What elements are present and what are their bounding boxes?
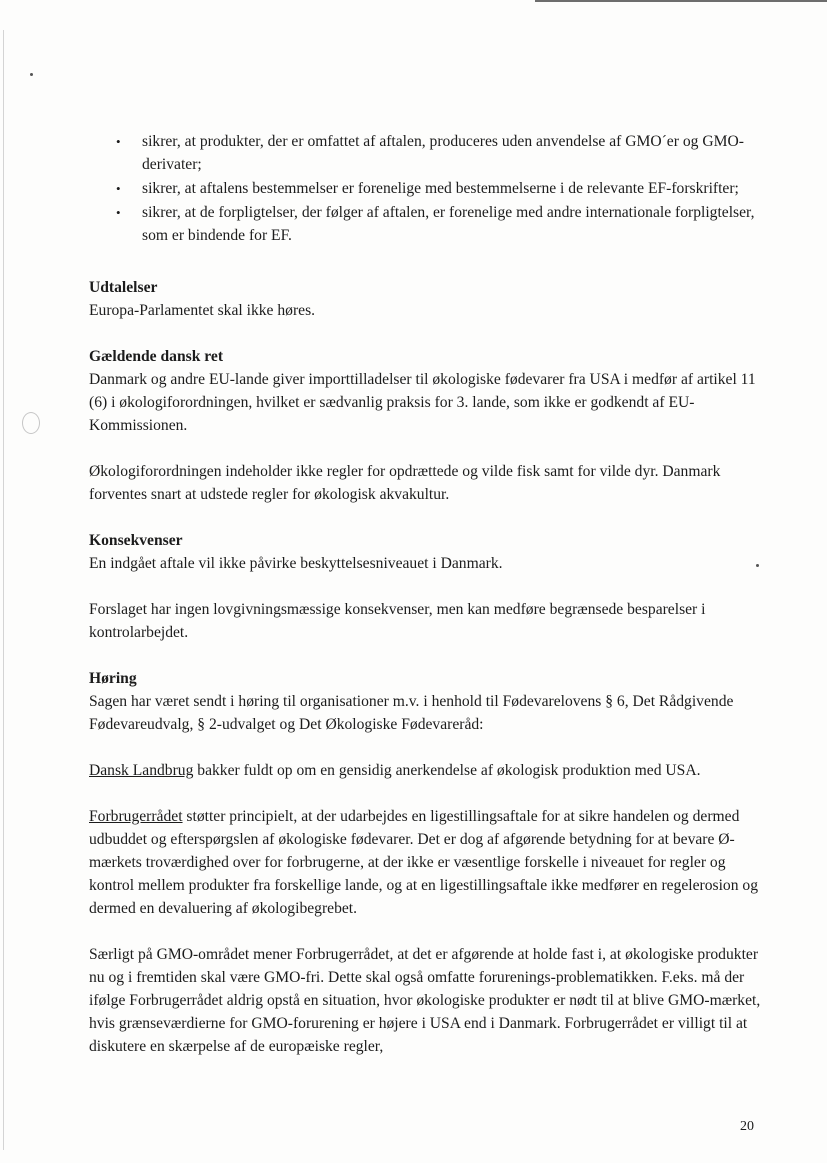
page-number: 20 [740,1119,754,1134]
konsekvenser-paragraph: En indgået aftale vil ikke påvirke beskyttelsesniveauet i Danmark. [89,555,503,572]
bullet-item: • sikrer, at de forpligtelser, der følger af aftalen, er forenelige med andre internationale forpligtelser, som er bindende for EF. [89,201,761,247]
organisation-name: Forbrugerrådet [89,808,183,825]
dansk-ret-paragraph: Økologiforordningen indeholder ikke regler for opdrættede og vilde fisk samt for vilde dyr. Danmark forventes snart at udstede regler for økologisk akvakultur. [89,463,721,503]
bullet-item: • sikrer, at produkter, der er omfattet af aftalen, produceres uden anvendelse af GMO´er og GMO-derivater; [89,130,761,176]
document-body [89,130,761,1058]
scan-edge-line [3,30,4,1150]
udtalelser-heading: Udtalelser [89,279,158,296]
dansk-ret-heading: Gældende dansk ret [89,348,224,365]
udtalelser-text: Europa-Parlamentet skal ikke høres. [89,302,316,319]
horing-heading: Høring [89,670,137,687]
scan-speck [30,73,33,76]
gmo-paragraph: Særligt på GMO-området mener Forbrugerrådet, at det er afgørende at holde fast i, at økologiske produkter nu og i fremtiden skal være GMO-fri. Dette skal også omfatte forurenings-problematikken. F.eks. må der ifølge Forbrugerrådet aldrig opstå en situation, hvor økologiske produkter er nødt til at blive GMO-mærket, hvis grænseværdierne for GMO-forurening er højere i USA end i Danmark. Forbrugerrådet er villigt til at diskutere en skærpelse af de europæiske regler, [89,946,761,1055]
bullet-list [89,130,761,247]
konsekvenser-paragraph: Forslaget har ingen lovgivningsmæssige konsekvenser, men kan medføre begrænsede besparelser i kontrolarbejdet. [89,601,706,641]
bullet-item: • sikrer, at aftalens bestemmelser er forenelige med bestemmelserne i de relevante EF-forskrifter; [89,177,761,200]
bullet-icon: • [116,134,121,149]
punch-hole-mark [22,412,40,434]
konsekvenser-heading: Konsekvenser [89,532,183,549]
bullet-icon: • [116,181,121,196]
horing-intro: Sagen har været sendt i høring til organisationer m.v. i henhold til Fødevarelovens § 6, Det Rådgivende Fødevareudvalg, § 2-udvalget og Det Økologiske Fødevareråd: [89,693,734,733]
organisation-name: Dansk Landbrug [89,762,194,779]
bullet-icon: • [116,205,121,220]
forbrugerraadet-paragraph: Forbrugerrådet støtter principielt, at der udarbejdes en ligestillingsaftale for at sikre handelen og dermed udbuddet og efterspørgslen af økologiske fødevarer. Det er dog af afgørende betydning for at bevare Ø-mærkets troværdighed over for forbrugerne, at der ikke er væsentlige forskelle i niveauet for regler og kontrol mellem produkter fra forskellige lande, og at en ligestillingsaftale ikke medfører en regelerosion og dermed en devaluering af økologibegrebet. [89,808,759,917]
top-rule [535,0,827,2]
dansk-ret-paragraph: Danmark og andre EU-lande giver importtilladelser til økologiske fødevarer fra USA i medfør af artikel 11 (6) i økologiforordningen, hvilket er sædvanlig praksis for 3. lande, som ikke er godkendt af EU-Kommissionen. [89,371,756,434]
landbrug-paragraph: Dansk Landbrug bakker fuldt op om en gensidig anerkendelse af økologisk produktion med USA. [89,762,701,779]
